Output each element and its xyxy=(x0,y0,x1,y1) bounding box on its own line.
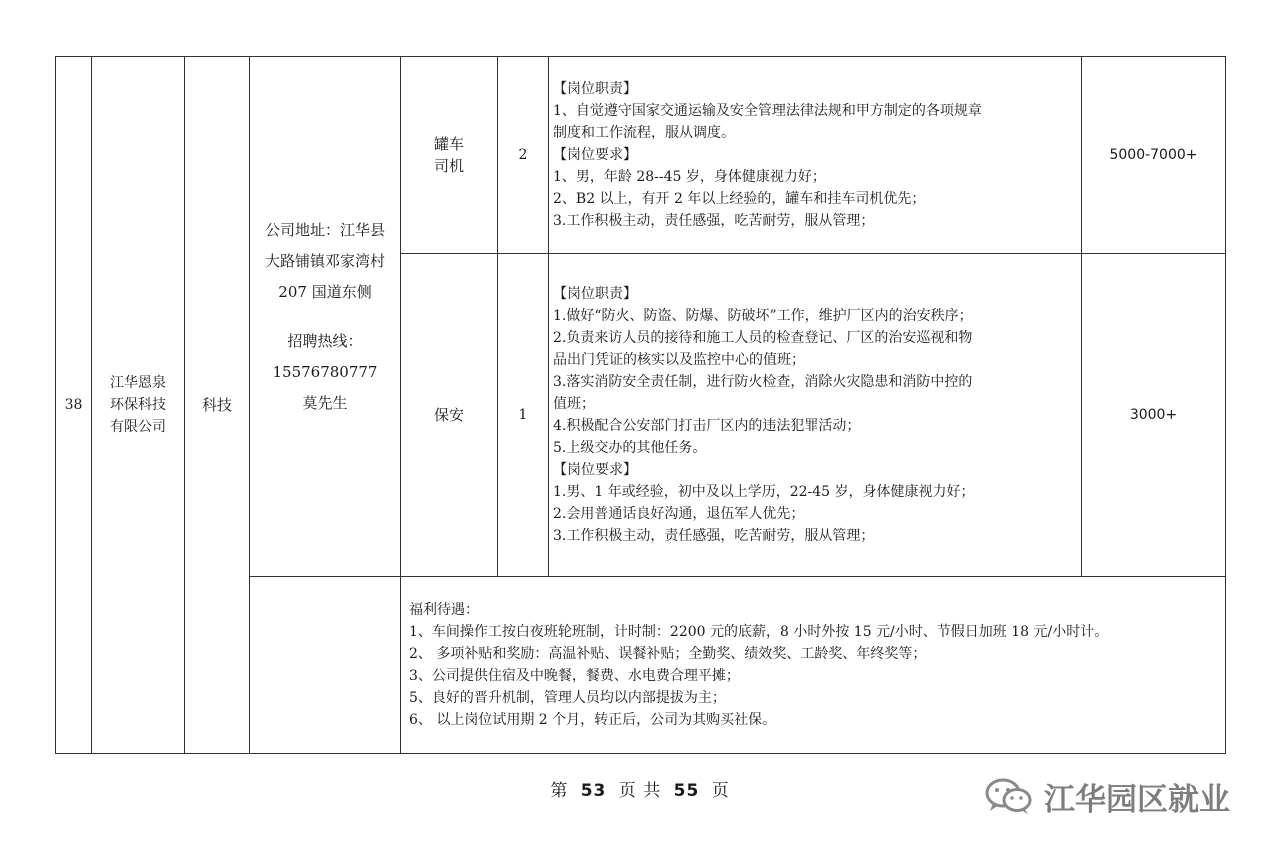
contact-person: 莫先生 xyxy=(302,393,348,412)
job-headcount: 2 xyxy=(498,57,549,254)
job-title: 保安 xyxy=(401,254,498,577)
benefits-text: 福利待遇： 1、车间操作工按白夜班轮班制，计时制：2200 元的底薪，8 小时外按 15 元/小时、节假日加班 18 元/小时计。 2、 多项补贴和奖励：高温补贴、误餐补贴；全勤奖、绩效奖、工龄奖、年终奖等； 3、公司提供住宿及中晚餐，餐费、水电费合理平摊； 5、良好的晋升机制，管理人员均以内部提拔为主； 6、 以上岗位试用期 2 个月，转正后，公司为其购买社保。 xyxy=(401,577,1226,754)
total-pages: 55 xyxy=(673,781,700,801)
job-description: 【岗位职责】 1、自觉遵守国家交通运输及安全管理法律法规和甲方制定的各项规章 制度和工作流程，服从调度。 【岗位要求】 1、男，年龄 28--45 岁，身体健康视力好； 2、B2 以上，有开 2 年以上经验的，罐车和挂车司机优先； 3.工作积极主动，责任感强，吃苦耐劳，服从管理； xyxy=(549,57,1082,254)
wechat-icon xyxy=(984,776,1034,816)
watermark xyxy=(984,774,1230,818)
job-salary: 5000-7000+ xyxy=(1082,57,1226,254)
industry: 科技 xyxy=(185,57,250,754)
hotline-number: 15576780777 xyxy=(272,362,378,381)
contact-cell xyxy=(250,57,401,577)
job-listing-table xyxy=(55,56,1226,754)
job-headcount: 1 xyxy=(498,254,549,577)
job-row-tanker-driver xyxy=(56,57,1226,254)
hotline-label: 招聘热线： xyxy=(287,331,363,350)
page-mid: 页 共 xyxy=(618,781,662,801)
company-address: 公司地址：江华县 大路铺镇邓家湾村 207 国道东侧 xyxy=(264,220,385,301)
watermark-text: 江华园区就业 xyxy=(1044,781,1230,818)
job-title: 罐车 司机 xyxy=(401,57,498,254)
current-page: 53 xyxy=(580,781,607,801)
contact-spacer xyxy=(250,577,401,754)
company-name: 江华恩泉 环保科技 有限公司 xyxy=(92,57,185,754)
row-number: 38 xyxy=(56,57,92,754)
page-prefix: 第 xyxy=(550,781,569,801)
job-description: 【岗位职责】 1.做好“防火、防盗、防爆、防破坏”工作，维护厂区内的治安秩序； 2.负责来访人员的接待和施工人员的检查登记、厂区的治安巡视和物 品出门凭证的核实以及监控中心的值班； 3.落实消防安全责任制，进行防火检查，消除火灾隐患和消防中控的 值班； 4.积极配合公安部门打击厂区内的违法犯罪活动； 5.上级交办的其他任务。 【岗位要求】 1.男、1 年或经验，初中及以上学历，22-45 岁，身体健康视力好； 2.会用普通话良好沟通，退伍军人优先； 3.工作积极主动，责任感强，吃苦耐劳，服从管理； xyxy=(549,254,1082,577)
job-salary: 3000+ xyxy=(1082,254,1226,577)
page-suffix: 页 xyxy=(711,781,730,801)
